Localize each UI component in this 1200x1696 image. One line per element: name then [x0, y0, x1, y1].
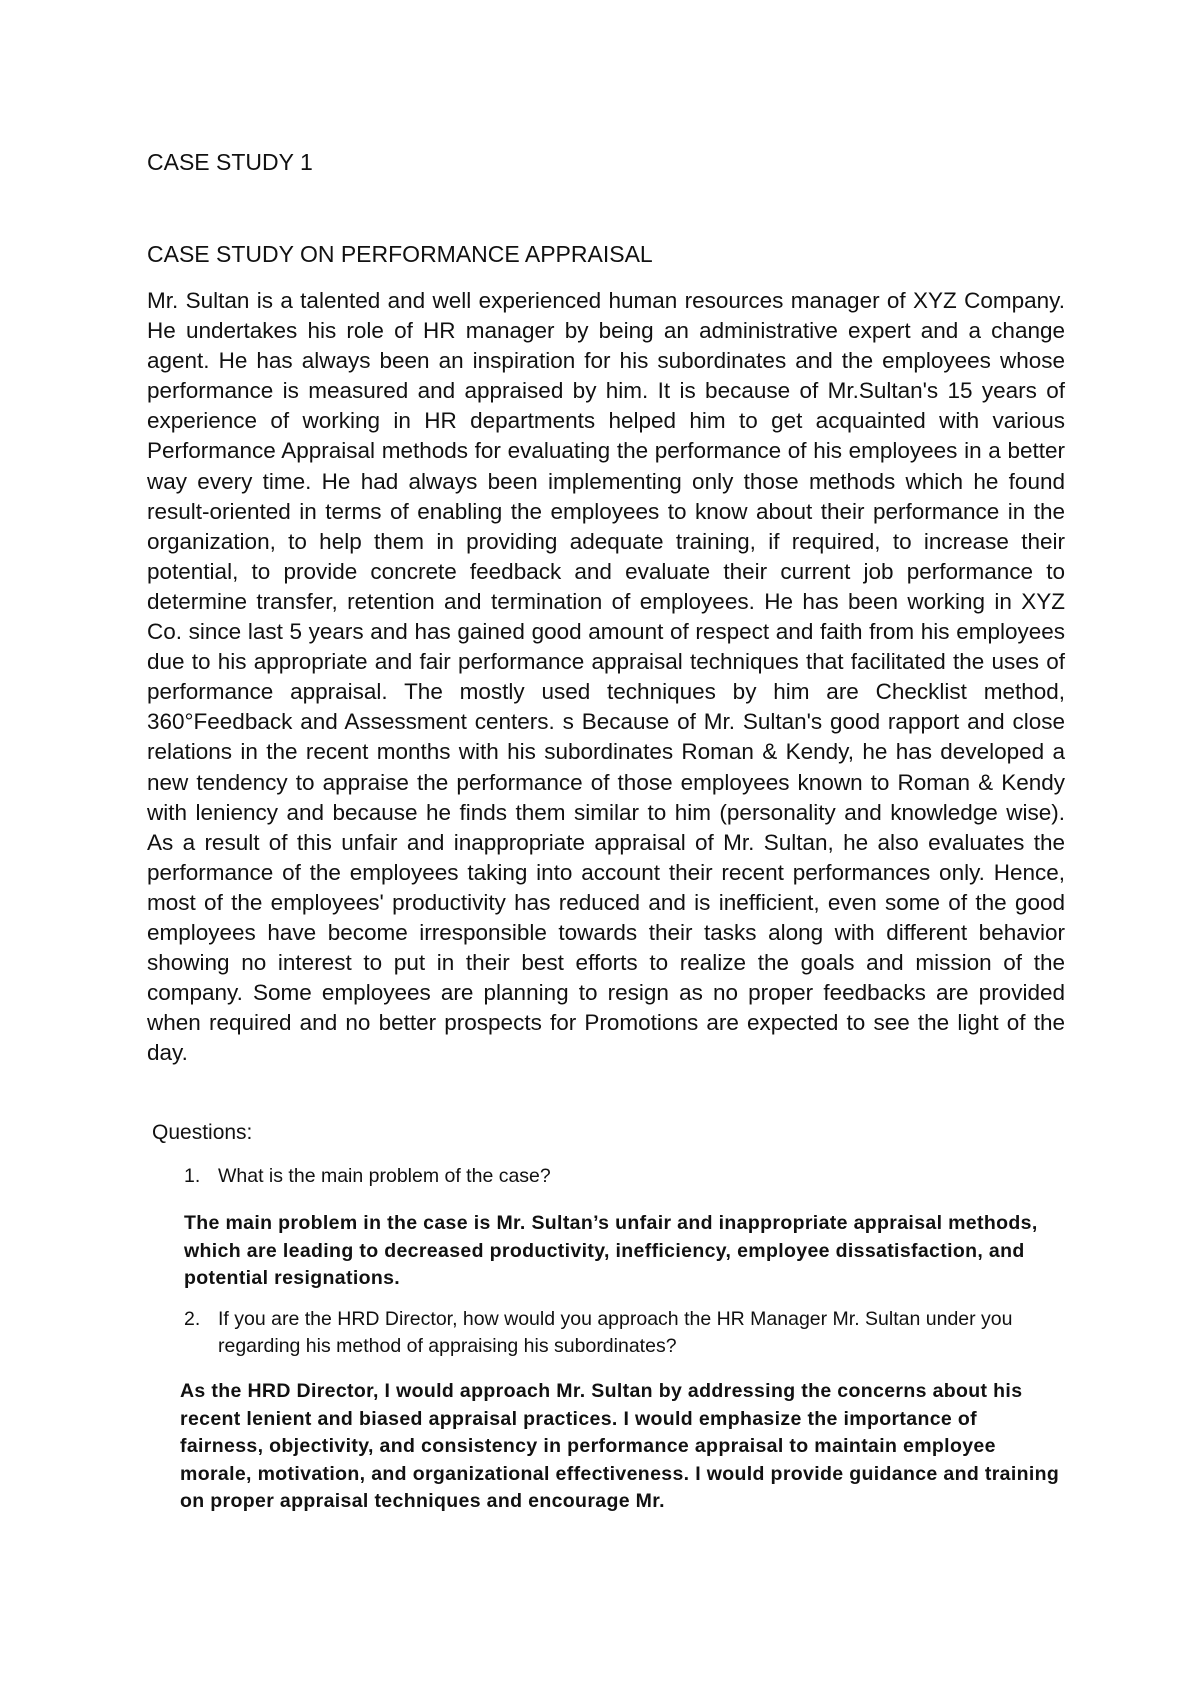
question-item-1 [184, 1163, 1064, 1190]
questions-label: Questions: [152, 1121, 253, 1144]
question-text: What is the main problem of the case? [218, 1165, 551, 1187]
question-number: 1. [184, 1165, 201, 1187]
question-item-2 [184, 1306, 1064, 1359]
answer-2: As the HRD Director, I would approach Mr. Sultan by addressing the concerns about his recent lenient and biased appraisal practices. I would emphasize the importance of fairness, objectivity, and consistency in performance appraisal to maintain employee morale, motivation, and organizational effectiveness. I would provide guidance and training on proper appraisal techniques and encourage Mr. [180, 1380, 1060, 1512]
document-title: CASE STUDY 1 [147, 149, 313, 175]
case-study-heading: CASE STUDY ON PERFORMANCE APPRAISAL [147, 241, 653, 267]
case-body-paragraph: Mr. Sultan is a talented and well experienced human resources manager of XYZ Company. He undertakes his role of HR manager by being an administrative expert and a change agent. He has always been an inspiration for his subordinates and the employees whose performance is measured and appraised by him. It is because of Mr.Sultan's 15 years of experience of working in HR departments helped him to get acquainted with various Performance Appraisal methods for evaluating the performance of his employees in a better way every time. He had always been implementing only those methods which he found result-oriented in terms of enabling the employees to know about their performance in the organization, to help them in providing adequate training, if required, to increase their potential, to provide concrete feedback and evaluate their current job performance to determine transfer, retention and termination of employees. He has been working in XYZ Co. since last 5 years and has gained good amount of respect and faith from his employees due to his appropriate and fair performance appraisal techniques that facilitated the uses of performance appraisal. The mostly used techniques by him are Checklist method, 360°Feedback and Assessment centers. s Because of Mr. Sultan's good rapport and close relations in the recent months with his subordinates Roman & Kendy, he has developed a new tendency to appraise the performance of those employees known to Roman & Kendy with leniency and because he finds them similar to him (personality and knowledge wise). As a result of this unfair and inappropriate appraisal of Mr. Sultan, he also evaluates the performance of the employees taking into account their recent performances only. Hence, most of the employees' productivity has reduced and is inefficient, even some of the good employees have become irresponsible towards their tasks along with different behavior showing no interest to put in their best efforts to realize the goals and mission of the company. Some employees are planning to resign as no proper feedbacks are provided when required and no better prospects for Promotions are expected to see the light of the day. [147, 288, 1065, 1066]
question-text: If you are the HRD Director, how would you approach the HR Manager Mr. Sultan under you regarding his method of appraising his subordinates? [218, 1308, 1013, 1357]
question-number: 2. [184, 1308, 201, 1330]
answer-1: The main problem in the case is Mr. Sultan’s unfair and inappropriate appraisal methods, which are leading to decreased productivity, inefficiency, employee dissatisfaction, and potential resignations. [184, 1212, 1038, 1289]
